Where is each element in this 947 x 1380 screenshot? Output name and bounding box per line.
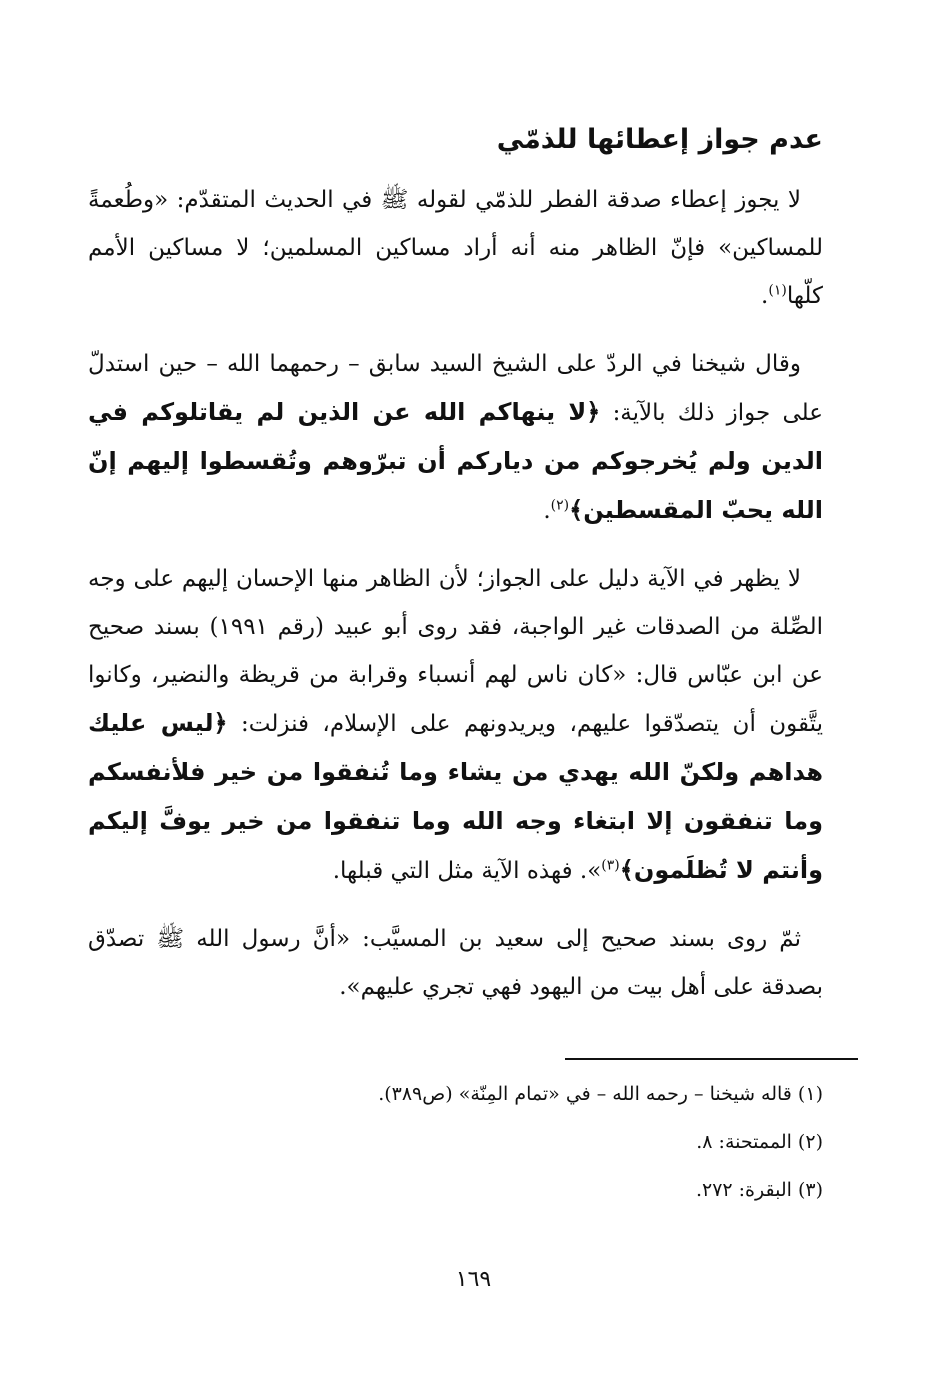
main-text xyxy=(88,118,823,1031)
paragraph-1-text: لا يجوز إعطاء صدقة الفطر للذمّي لقوله ﷺ في الحديث المتقدّم: «وطُعمةً للمساكين» فإنّ الظاهر منه أنه أراد مساكين المسلمين؛ لا مساكين الأمم كلّها xyxy=(88,187,823,309)
footnote-3: (٣) البقرة: ٢٧٢. xyxy=(695,1179,823,1201)
footnotes xyxy=(88,1070,823,1214)
paragraph-4 xyxy=(88,915,823,1011)
paragraph-2-end: . xyxy=(543,498,551,524)
paragraph-3 xyxy=(88,555,823,895)
quran-verse-1: ﴿لا ينهاكم الله عن الذين لم يقاتلوكم في الدين ولم يُخرجوكم من دياركم أن تبرّوهم وتُقسطوا إليهم إنّ الله يحبّ المقسطين﴾ xyxy=(88,398,823,524)
paragraph-3-text: لا يظهر في الآية دليل على الجواز؛ لأن الظاهر منها الإحسان إليهم على وجه الصِّلة من الصدقات غير الواجبة، فقد روى أبو عبيد (رقم ١٩٩١) بسند صحيح عن ابن عبّاس قال: «كان ناس لهم أنسباء وقرابة من قريظة والنضير، وكانوا يتَّقون أن يتصدّقوا عليهم، ويريدونهم على الإسلام، فنزلت: xyxy=(88,566,823,737)
paragraph-1 xyxy=(88,176,823,320)
paragraph-2-text: وقال شيخنا في الردّ على الشيخ السيد سابق – رحمهما الله – حين استدلّ على جواز ذلك بالآية: xyxy=(88,351,823,426)
footnote-2: (٢) الممتحنة: ٨. xyxy=(696,1131,823,1153)
footnote-ref-1[interactable]: (١) xyxy=(768,282,787,299)
paragraph-1-end: . xyxy=(761,283,769,309)
footnote-1: (١) قاله شيخنا – رحمه الله – في «تمام المِنّة» (ص٣٨٩). xyxy=(378,1083,823,1105)
page-number: ١٦٩ xyxy=(455,1267,492,1292)
footnote-ref-3[interactable]: (٣) xyxy=(601,857,620,874)
paragraph-2 xyxy=(88,340,823,535)
footnote-divider xyxy=(565,1058,858,1060)
section-heading: عدم جواز إعطائها للذمّي xyxy=(496,124,823,155)
quran-verse-2: ﴿ليس عليك هداهم ولكنّ الله يهدي من يشاء وما تُنفقوا من خير فلأنفسكم وما تنفقون إلا ابتغاء وجه الله وما تنفقوا من خير يوفَّ إليكم وأنتم لا تُظلَمون﴾ xyxy=(88,709,823,884)
footnote-ref-2[interactable]: (٢) xyxy=(550,497,570,514)
paragraph-4-text: ثمّ روى بسند صحيح إلى سعيد بن المسيَّب: «أنَّ رسول الله ﷺ تصدّق بصدقة على أهل بيت من اليهود فهي تجري عليهم». xyxy=(88,926,823,1000)
paragraph-3-end: ». فهذه الآية مثل التي قبلها. xyxy=(332,858,602,884)
